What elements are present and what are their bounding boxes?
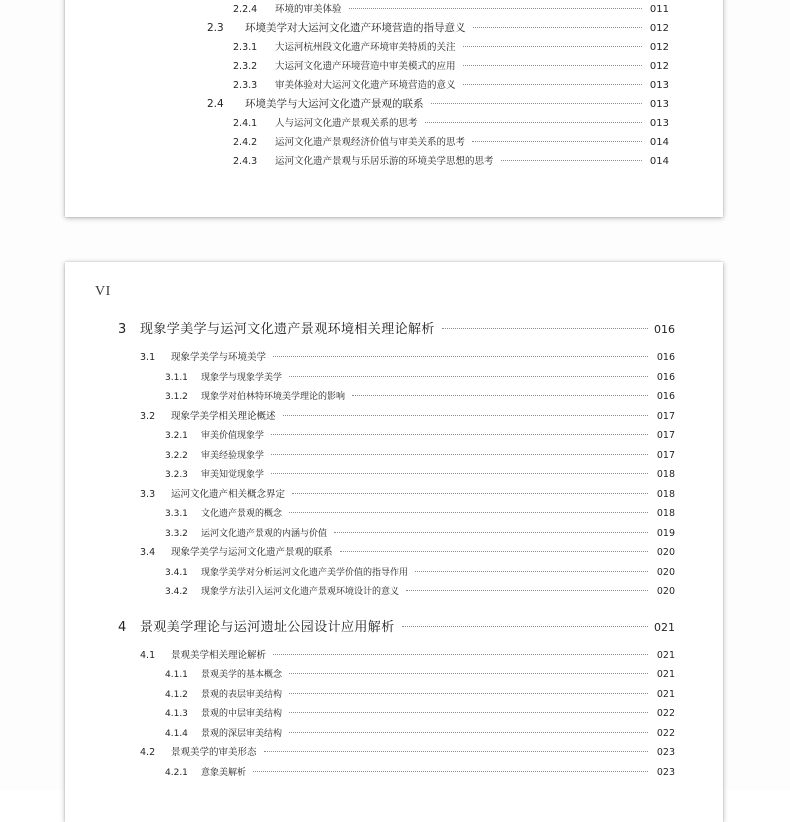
toc-entry-page-number: 014 [649,137,669,148]
toc-leader-dots [463,84,642,85]
toc-entry-title: 景观美学的基本概念 [201,670,283,680]
toc-entry-page-number: 016 [656,352,675,363]
toc-entry-number: 2.4.2 [233,137,258,148]
toc-entry-page-number: 018 [656,488,675,500]
toc-entry-page-number: 014 [649,156,669,167]
toc-entry-title: 现象学美学相关理论概述 [171,410,276,422]
toc-entry-number: 3.2.1 [165,431,188,441]
toc-leader-dots [442,328,648,329]
toc-entry-title: 审美知觉现象学 [201,470,265,480]
toc-entry-number: 3.4.2 [165,587,188,597]
toc-entry[interactable] [65,426,723,446]
page-2-folio: VI [95,284,111,299]
toc-entry-page-number: 017 [656,410,675,422]
toc-entry[interactable] [65,76,723,95]
toc-entry-page-number: 023 [656,747,675,758]
toc-leader-dots [273,654,648,655]
toc-leader-dots [402,626,648,627]
toc-entry-page-number: 017 [656,430,675,441]
toc-leader-dots [289,376,648,377]
toc-entry-title: 景观的中层审美结构 [201,709,283,719]
toc-entry[interactable] [65,133,723,152]
toc-entry-number: 4.2.1 [165,767,188,778]
toc-leader-dots [340,551,648,552]
toc-list-page-2 [65,317,723,782]
toc-entry-number: 2.3.3 [233,80,258,91]
toc-entry-title: 运河文化遗产相关概念界定 [171,488,286,500]
toc-leader-dots [271,434,648,435]
toc-entry-title: 环境美学与大运河文化遗产景观的联系 [245,98,424,110]
toc-entry[interactable] [65,665,723,685]
toc-entry-page-number: 018 [656,508,675,519]
toc-entry-title: 运河文化遗产景观与乐居乐游的环境美学思想的思考 [275,156,494,167]
toc-leader-dots [253,771,648,772]
toc-entry-number: 2.4.1 [233,118,258,129]
toc-entry[interactable] [65,704,723,724]
toc-entry-number: 4.1.3 [165,709,188,719]
page-2-content [65,262,723,822]
toc-entry[interactable] [65,465,723,485]
toc-entry-page-number: 012 [649,42,669,53]
toc-entry-number: 3.1.1 [165,372,188,383]
toc-entry-number: 4.1 [140,649,156,661]
toc-entry-title: 大运河杭州段文化遗产环境审美特质的关注 [275,42,456,53]
toc-entry-page-number: 019 [656,527,675,539]
toc-entry-number: 2.3.2 [233,61,258,72]
toc-entry-number: 3.2.2 [165,450,188,461]
toc-leader-dots [472,141,642,142]
toc-entry-title: 景观的深层审美结构 [201,728,283,739]
toc-entry-page-number: 017 [656,449,675,461]
toc-entry[interactable] [65,743,723,763]
toc-entry-number: 3.3 [140,488,156,500]
toc-entry-number: 4.1.2 [165,689,188,700]
toc-entry-number: 4.1.4 [165,728,188,739]
toc-leader-dots [289,512,648,513]
toc-entry-title: 现象学美学对分析运河文化遗产美学价值的指导作用 [201,567,409,578]
toc-entry-number: 4 [118,619,127,635]
toc-entry-page-number: 020 [656,566,675,578]
toc-entry-page-number: 021 [656,688,675,700]
toc-entry-number: 3.1.2 [165,392,188,402]
toc-leader-dots [463,65,642,66]
toc-entry-page-number: 011 [649,4,669,15]
toc-leader-dots [289,673,648,674]
toc-entry[interactable] [65,685,723,705]
toc-entry[interactable] [65,504,723,524]
toc-entry-title: 文化遗产景观的概念 [201,509,283,519]
toc-entry-page-number: 020 [656,547,675,558]
toc-leader-dots [264,751,648,752]
document-page-1 [65,0,723,217]
toc-leader-dots [349,8,642,9]
toc-entry-number: 3.4 [140,547,156,558]
toc-entry-number: 3 [118,322,127,337]
toc-leader-dots [406,590,648,591]
toc-entry-number: 3.3.2 [165,528,188,539]
toc-entry-page-number: 016 [656,371,675,383]
toc-leader-dots [473,27,643,28]
toc-entry[interactable] [65,19,723,38]
toc-entry-title: 景观美学的审美形态 [171,747,257,758]
toc-list-page-1 [65,0,723,171]
toc-entry-title: 景观美学相关理论解析 [171,649,267,661]
toc-entry-page-number: 018 [656,469,675,480]
toc-leader-dots [283,415,648,416]
toc-entry[interactable] [65,615,723,641]
toc-leader-dots [415,571,648,572]
toc-leader-dots [271,473,648,474]
toc-entry[interactable] [65,95,723,114]
toc-entry-number: 3.2 [140,410,156,422]
toc-entry[interactable] [65,368,723,388]
toc-leader-dots [463,46,642,47]
toc-entry[interactable] [65,446,723,466]
toc-entry-number: 3.2.3 [165,470,188,480]
toc-entry[interactable] [65,646,723,666]
toc-entry-number: 4.1.1 [165,670,188,680]
toc-entry-page-number: 021 [656,669,675,680]
toc-entry-page-number: 012 [649,61,669,72]
toc-entry-title: 审美价值现象学 [201,431,265,441]
toc-entry-page-number: 020 [656,586,675,597]
toc-entry-page-number: 023 [656,766,675,778]
toc-leader-dots [334,532,648,533]
toc-entry[interactable] [65,407,723,427]
toc-entry[interactable] [65,485,723,505]
toc-entry[interactable] [65,348,723,368]
toc-leader-dots [352,395,648,396]
toc-entry-number: 3.1 [140,352,156,363]
toc-entry[interactable] [65,543,723,563]
toc-entry-title: 运河文化遗产景观经济价值与审美关系的思考 [275,137,466,148]
toc-entry-title: 运河文化遗产景观的内涵与价值 [201,528,328,539]
toc-entry-page-number: 013 [649,80,669,91]
toc-entry-number: 4.2 [140,747,156,758]
toc-entry-title: 景观的表层审美结构 [201,689,283,700]
page-1-content [65,0,723,217]
toc-entry-title: 现象学美学与运河文化遗产景观环境相关理论解析 [140,322,435,337]
toc-entry-title: 审美经验现象学 [201,450,265,461]
toc-entry[interactable] [65,0,723,19]
toc-entry[interactable] [65,582,723,602]
toc-entry-title: 大运河文化遗产环境营造中审美模式的应用 [275,61,456,72]
toc-leader-dots [431,103,643,104]
toc-entry[interactable] [65,387,723,407]
toc-entry-page-number: 016 [656,391,675,402]
toc-entry-title: 景观美学理论与运河遗址公园设计应用解析 [140,619,395,635]
toc-leader-dots [271,454,648,455]
toc-entry-number: 2.3.1 [233,42,258,53]
toc-entry-page-number: 013 [649,99,669,110]
toc-entry[interactable] [65,563,723,583]
toc-entry[interactable] [65,317,723,343]
toc-entry-page-number: 022 [656,708,675,719]
toc-entry-title: 意象美解析 [201,767,247,778]
toc-entry-number: 2.2.4 [233,4,258,15]
toc-entry[interactable] [65,763,723,783]
toc-entry-title: 审美体验对大运河文化遗产环境营造的意义 [275,80,456,91]
toc-entry-title: 现象学方法引入运河文化遗产景观环境设计的意义 [201,587,400,597]
toc-leader-dots [289,712,648,713]
toc-leader-dots [289,732,648,733]
toc-entry-number: 2.4 [207,98,224,110]
toc-entry-title: 现象学美学与运河文化遗产景观的联系 [171,547,333,558]
toc-entry-number: 3.4.1 [165,567,188,578]
toc-entry[interactable] [65,724,723,744]
toc-leader-dots [425,122,642,123]
toc-entry[interactable] [65,114,723,133]
toc-entry[interactable] [65,524,723,544]
toc-entry-page-number: 022 [656,727,675,739]
toc-entry-title: 现象学美学与环境美学 [171,352,267,363]
toc-leader-dots [292,493,648,494]
toc-entry-page-number: 021 [656,649,675,661]
toc-entry-page-number: 016 [654,323,675,336]
toc-leader-dots [289,693,648,694]
toc-entry-page-number: 012 [649,23,669,34]
toc-entry-title: 现象学对伯林特环境美学理论的影响 [201,392,346,402]
toc-entry[interactable] [65,152,723,171]
toc-entry-title: 人与运河文化遗产景观关系的思考 [275,118,418,129]
toc-entry-number: 2.4.3 [233,156,258,167]
toc-entry-page-number: 013 [649,118,669,129]
toc-entry-number: 3.3.1 [165,509,188,519]
toc-entry-page-number: 021 [654,620,675,634]
document-page-2 [65,262,723,822]
toc-entry-number: 2.3 [207,22,224,34]
toc-entry-title: 环境的审美体验 [275,4,342,15]
toc-entry-title: 环境美学对大运河文化遗产环境营造的指导意义 [245,22,466,34]
toc-entry[interactable] [65,38,723,57]
toc-leader-dots [273,356,648,357]
toc-entry-title: 现象学与现象学美学 [201,372,283,383]
toc-entry[interactable] [65,57,723,76]
toc-leader-dots [501,160,642,161]
